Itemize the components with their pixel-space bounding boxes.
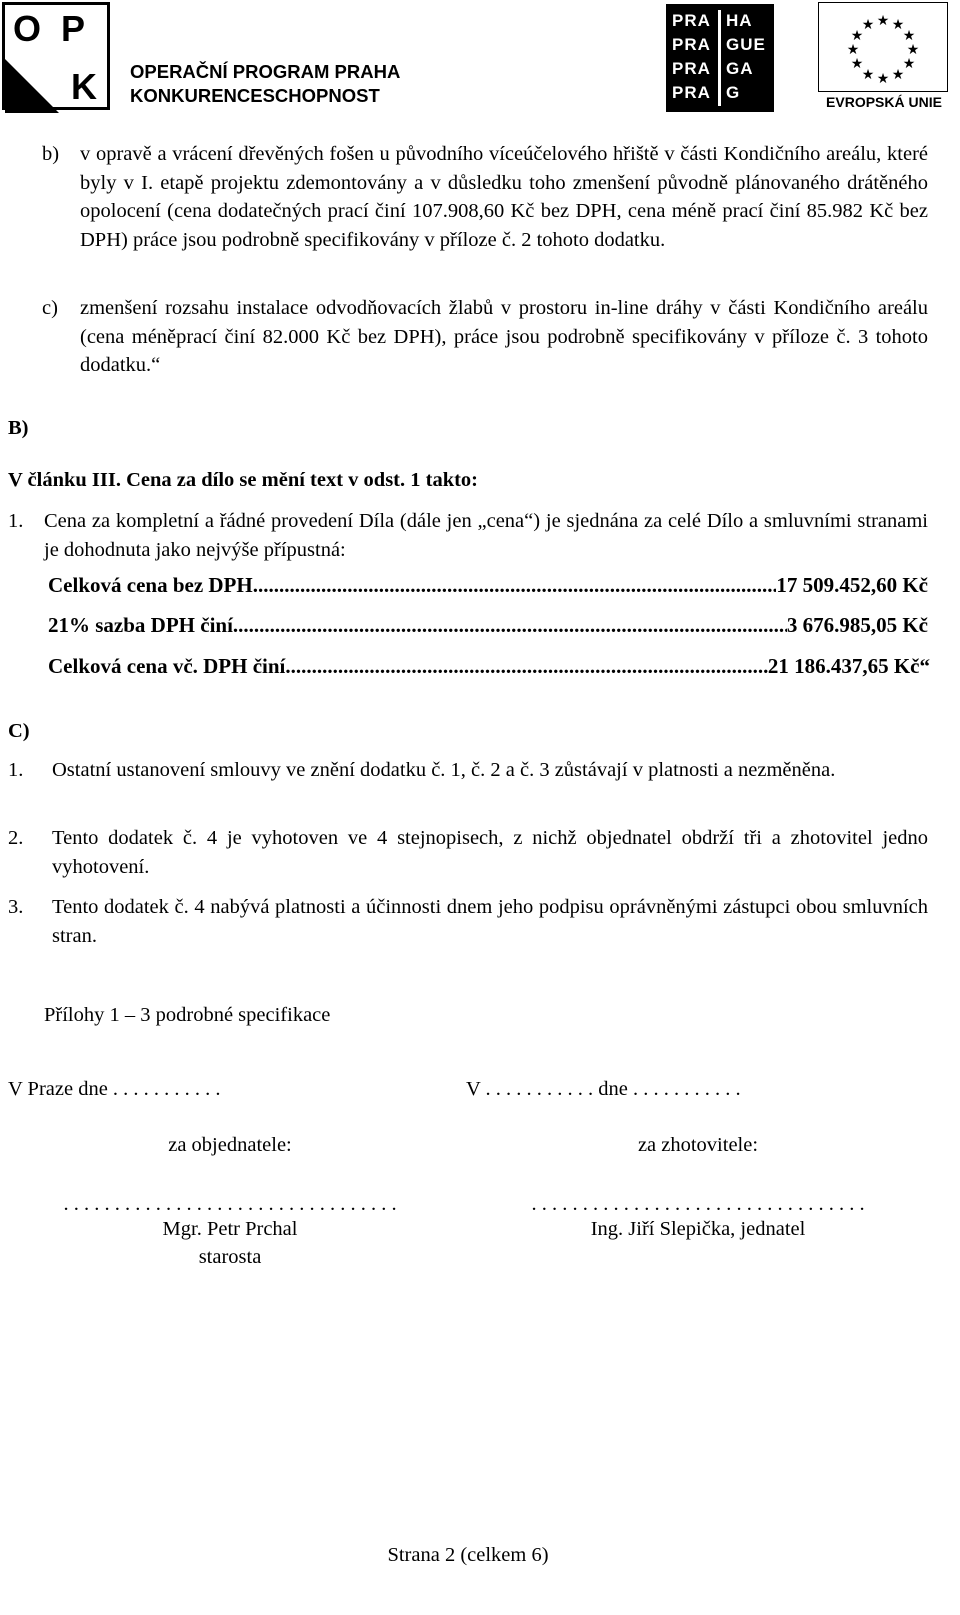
praha-cell-8: G xyxy=(726,83,741,102)
svg-text:★: ★ xyxy=(902,28,916,44)
section-c-item-marker: 1. xyxy=(8,759,24,781)
svg-text:★: ★ xyxy=(850,56,864,72)
section-c-heading: C) xyxy=(8,720,30,742)
signature-left-line: . . . . . . . . . . . . . . . . . . . . . . . . . . . . . . . . . xyxy=(63,1193,397,1215)
section-c-item-marker: 2. xyxy=(8,827,24,849)
item-b-marker: b) xyxy=(42,143,60,165)
attachments-note: Přílohy 1 – 3 podrobné specifikace xyxy=(44,1004,331,1026)
item-c-marker: c) xyxy=(42,297,58,319)
section-c-item-text: Tento dodatek č. 4 nabývá platnosti a účinnosti dnem jeho podpisu oprávněnými zástupci obou smluvních stran. xyxy=(52,896,928,947)
price-value: 17 509.452,60 Kč xyxy=(776,573,928,597)
praha-cell-1: PRA xyxy=(672,11,711,30)
opp-title-line2: KONKURENCESCHOPNOST xyxy=(130,85,380,106)
svg-text:★: ★ xyxy=(876,71,890,87)
signature-left-title: starosta xyxy=(198,1246,262,1268)
item-b-text: v opravě a vrácení dřevěných fošen u původního víceúčelového hřiště v části Kondičního areálu, které byly v I. etapě projektu zdemontovány a v důsledku toho zmenšení původně plánovaného drátěného opolocení (cena dodatečných prací činí 107.908,60 Kč bez DPH, cena méně prací činí 85.982 Kč bez DPH) práce jsou podrobně specifikovány v příloze č. 2 tohoto dodatku. xyxy=(80,143,928,251)
eu-label: EVROPSKÁ UNIE xyxy=(826,94,942,110)
section-c-item-text: Ostatní ustanovení smlouvy ve znění dodatku č. 1, č. 2 a č. 3 zůstávají v platnosti a nezměněna. xyxy=(52,759,836,781)
opp-title-line1: OPERAČNÍ PROGRAM PRAHA xyxy=(130,61,401,82)
price-value: 21 186.437,65 Kč“ xyxy=(767,654,930,678)
praha-cell-4: GUE xyxy=(726,35,766,54)
opp-logo xyxy=(2,2,412,114)
opp-logo-mark xyxy=(2,2,110,110)
praha-cell-5: PRA xyxy=(672,59,711,78)
svg-text:★: ★ xyxy=(906,42,920,58)
svg-text:★: ★ xyxy=(846,42,860,58)
svg-text:★: ★ xyxy=(876,13,890,29)
opp-letter-p1: P xyxy=(61,8,86,49)
price-label: Celková cena bez DPH xyxy=(48,573,253,597)
praha-logo-divider xyxy=(718,10,721,106)
signature-left-role: za objednatele: xyxy=(168,1134,292,1156)
price-leader xyxy=(253,570,777,600)
opp-title xyxy=(130,60,400,108)
section-b-subheading: V článku III. Cena za dílo se mění text v odst. 1 takto: xyxy=(8,469,478,491)
eu-flag xyxy=(818,2,948,92)
opp-letter-o: O xyxy=(13,8,42,49)
price-leader xyxy=(233,610,787,640)
svg-text:★: ★ xyxy=(891,67,905,83)
section-b-heading: B) xyxy=(8,417,29,439)
price-label: 21% sazba DPH činí xyxy=(48,613,233,637)
signature-right-name: Ing. Jiří Slepička, jednatel xyxy=(590,1218,806,1240)
opp-letter-k: K xyxy=(71,66,97,107)
signature-left-place: V Praze dne . . . . . . . . . . . xyxy=(8,1078,221,1100)
signature-right-role: za zhotovitele: xyxy=(637,1134,759,1156)
signature-right-line: . . . . . . . . . . . . . . . . . . . . . . . . . . . . . . . . . xyxy=(531,1193,865,1215)
price-row xyxy=(48,651,930,681)
praha-cell-6: GA xyxy=(726,59,754,78)
svg-text:★: ★ xyxy=(850,28,864,44)
eu-stars-icon xyxy=(819,3,947,91)
signature-left-name: Mgr. Petr Prchal xyxy=(162,1218,298,1240)
section-c-item-marker: 3. xyxy=(8,896,24,918)
svg-text:★: ★ xyxy=(861,17,875,33)
signature-right-place: V . . . . . . . . . . . dne . . . . . . . . . . . xyxy=(466,1078,741,1100)
svg-text:★: ★ xyxy=(902,56,916,72)
item-c-text: zmenšení rozsahu instalace odvodňovacích žlabů v prostoru in-line dráhy v části Kondičního areálu (cena méněprací činí 82.000 Kč bez DPH), práce jsou podrobně specifikovány v příloze č. 3 tohoto dodatku.“ xyxy=(80,297,928,376)
praha-cell-2: HA xyxy=(726,11,753,30)
praha-logo xyxy=(666,4,774,112)
price-leader xyxy=(285,651,767,681)
praha-cell-7: PRA xyxy=(672,83,711,102)
page-footer: Strana 2 (celkem 6) xyxy=(387,1544,549,1566)
price-label: Celková cena vč. DPH činí xyxy=(48,654,286,678)
section-b-p1-marker: 1. xyxy=(8,510,24,532)
eu-logo xyxy=(816,2,952,112)
price-value: 3 676.985,05 Kč xyxy=(786,613,928,637)
svg-text:★: ★ xyxy=(861,67,875,83)
price-row xyxy=(48,570,928,600)
price-row xyxy=(48,610,928,640)
svg-text:★: ★ xyxy=(891,17,905,33)
section-b-p1-text: Cena za kompletní a řádné provedení Díla (dále jen „cena“) je sjednána za celé Dílo a smluvními stranami je dohodnuta jako nejvýše přípustná: xyxy=(44,510,928,561)
praha-cell-3: PRA xyxy=(672,35,711,54)
section-c-item-text: Tento dodatek č. 4 je vyhotoven ve 4 stejnopisech, z nichž objednatel obdrží tři a zhotovitel jedno vyhotovení. xyxy=(52,827,928,878)
